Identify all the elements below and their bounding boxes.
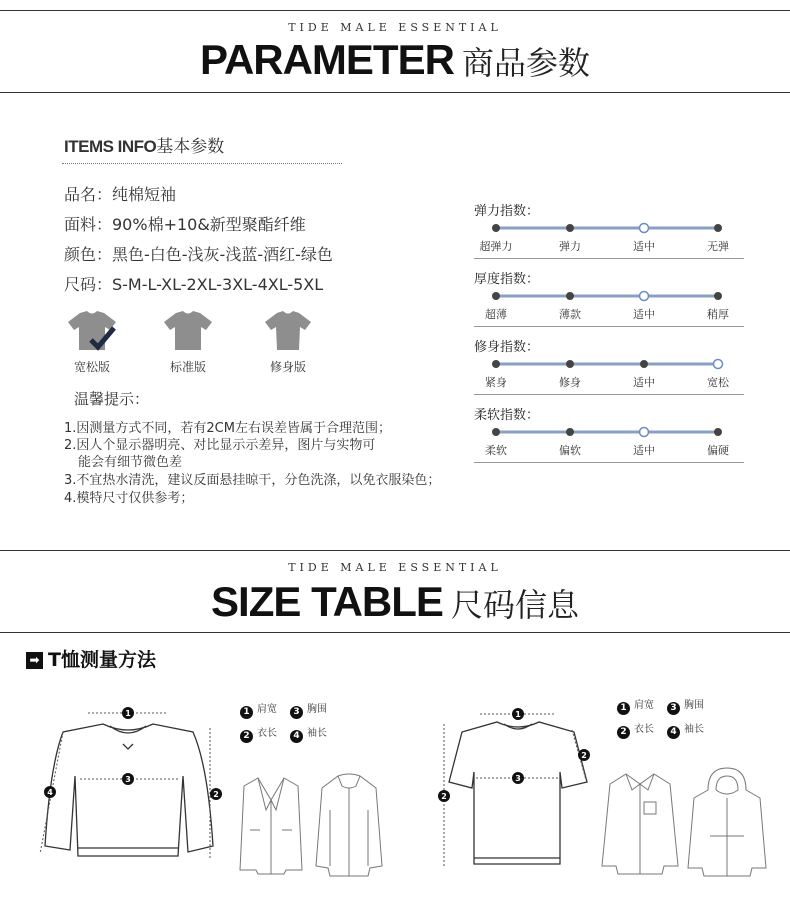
tip-line: 能会有细节微色差 [78,455,183,470]
legend-num: 3 [290,706,303,719]
short-sleeve-diagram [432,700,602,870]
index-dot-selected [640,224,649,233]
legend-label: 胸围 [307,704,327,715]
index-dot [640,360,648,368]
page-title [0,36,790,84]
legend-label: 袖长 [684,724,704,735]
size-tagline: TIDE MALE ESSENTIAL [288,561,502,574]
index-label: 修身 [559,376,581,389]
index-separator [474,258,744,259]
index-dot [492,428,500,436]
tip-line: 4.模特尺寸仅供参考； [64,491,194,506]
index-title: 修身指数： [474,340,540,355]
blazer-sketch [236,770,306,880]
tips-title: 温馨提示： [74,390,150,408]
legend-label: 胸围 [684,700,704,711]
size-title [0,578,790,626]
diagram-label: 2 [213,790,219,799]
index-dot-selected [640,292,649,301]
size-top-rule [0,550,790,551]
index-title: 柔软指数： [474,408,540,423]
fit-type-standard[interactable] [156,310,220,375]
index-label: 偏硬 [707,444,729,457]
items-info-heading [64,132,224,157]
index-label: 偏软 [559,444,581,457]
diagram-label: 2 [581,751,587,760]
index-label: 适中 [633,308,655,321]
legend-num: 3 [667,702,680,715]
shirt-sketch [600,766,680,878]
legend-right [617,696,717,739]
size-bottom-rule [0,632,790,633]
measure-heading [26,645,156,672]
diagram-label: 4 [47,788,53,797]
spec-name: 品名：纯棉短袖 [64,185,177,204]
legend-left [240,700,340,743]
index-dot [714,224,722,232]
index-separator [474,326,744,327]
legend-num: 2 [617,726,630,739]
index-label: 适中 [633,444,655,457]
index-separator [474,462,744,463]
index-dot [566,428,574,436]
items-info-divider [62,163,342,164]
size-title-cn: 尺码信息 [450,586,579,624]
index-label: 适中 [633,240,655,253]
index-dot [566,360,574,368]
diagram-label: 1 [515,710,521,719]
header-tagline: TIDE MALE ESSENTIAL [288,21,502,34]
diagram-label: 1 [125,709,131,718]
index-label: 紧身 [485,376,507,389]
hoodie-sketch [686,766,768,878]
fit-type-loose[interactable] [60,310,124,375]
index-row [474,268,744,321]
spec-color: 颜色：黑色-白色-浅灰-浅蓝-酒红-绿色 [64,245,333,264]
size-title-en: SIZE TABLE [211,578,443,625]
index-scale [474,424,744,440]
jacket-sketch [314,770,384,880]
index-dot [714,428,722,436]
index-label: 适中 [633,376,655,389]
index-label: 稍厚 [707,308,729,321]
legend-label: 衣长 [257,728,277,739]
index-dot [566,224,574,232]
legend-num: 4 [667,726,680,739]
index-label: 弹力 [559,240,581,253]
index-dot [492,360,500,368]
legend-num: 1 [617,702,630,715]
legend-num: 1 [240,706,253,719]
index-dot-selected [714,360,723,369]
index-dot-selected [640,428,649,437]
measure-title: T恤测量方法 [48,649,156,671]
tip-line: 3.不宜热水清洗，建议反面悬挂晾干，分色洗涤，以免衣服染色； [64,473,441,488]
diagram-label: 3 [515,774,521,783]
index-label: 薄款 [559,308,581,321]
tip-line: 1.因测量方式不同，若有2CM左右误差皆属于合理范围； [64,421,391,436]
spec-size: 尺码：S-M-L-XL-2XL-3XL-4XL-5XL [64,275,324,294]
tshirt-icon [261,310,315,352]
legend-num: 2 [240,730,253,743]
legend-label: 衣长 [634,724,654,735]
index-label: 超薄 [485,308,507,321]
legend-label: 肩宽 [257,704,277,715]
top-rule [0,10,790,11]
legend-label: 肩宽 [634,700,654,711]
index-title: 弹力指数： [474,204,540,219]
items-info-cn: 基本参数 [156,137,225,157]
index-label: 柔软 [485,444,507,457]
title-cn: 商品参数 [461,44,590,82]
fit-label: 标准版 [169,360,206,374]
index-scale [474,220,744,236]
legend-num: 4 [290,730,303,743]
index-dot [492,224,500,232]
arrow-right-icon: ➡ [26,652,43,669]
tip-line: 2.因人个显示器明亮、对比显示示差异，图片与实物可 [64,438,376,453]
index-row [474,404,744,457]
spec-fabric: 面料：90%棉+10&新型聚酯纤维 [64,215,306,234]
index-separator [474,394,744,395]
index-label: 超弹力 [479,240,513,253]
fit-label: 宽松版 [73,360,110,374]
legend-label: 袖长 [307,728,327,739]
index-scale [474,356,744,372]
tshirt-icon [65,310,119,352]
title-en: PARAMETER [200,36,454,83]
diagram-label: 2 [441,792,447,801]
index-label: 无弹 [707,240,729,253]
items-info-en: ITEMS INFO [64,137,157,156]
long-sleeve-diagram [28,696,238,868]
index-row [474,336,744,389]
index-dot [566,292,574,300]
index-title: 厚度指数： [474,272,540,287]
index-row [474,200,744,253]
index-label: 宽松 [707,376,729,389]
header-bottom-rule [0,92,790,93]
fit-type-slim[interactable] [256,310,320,375]
diagram-label: 3 [125,775,131,784]
fit-label: 修身版 [269,360,306,374]
index-dot [492,292,500,300]
index-scale [474,288,744,304]
index-dot [714,292,722,300]
tshirt-icon [161,310,215,352]
